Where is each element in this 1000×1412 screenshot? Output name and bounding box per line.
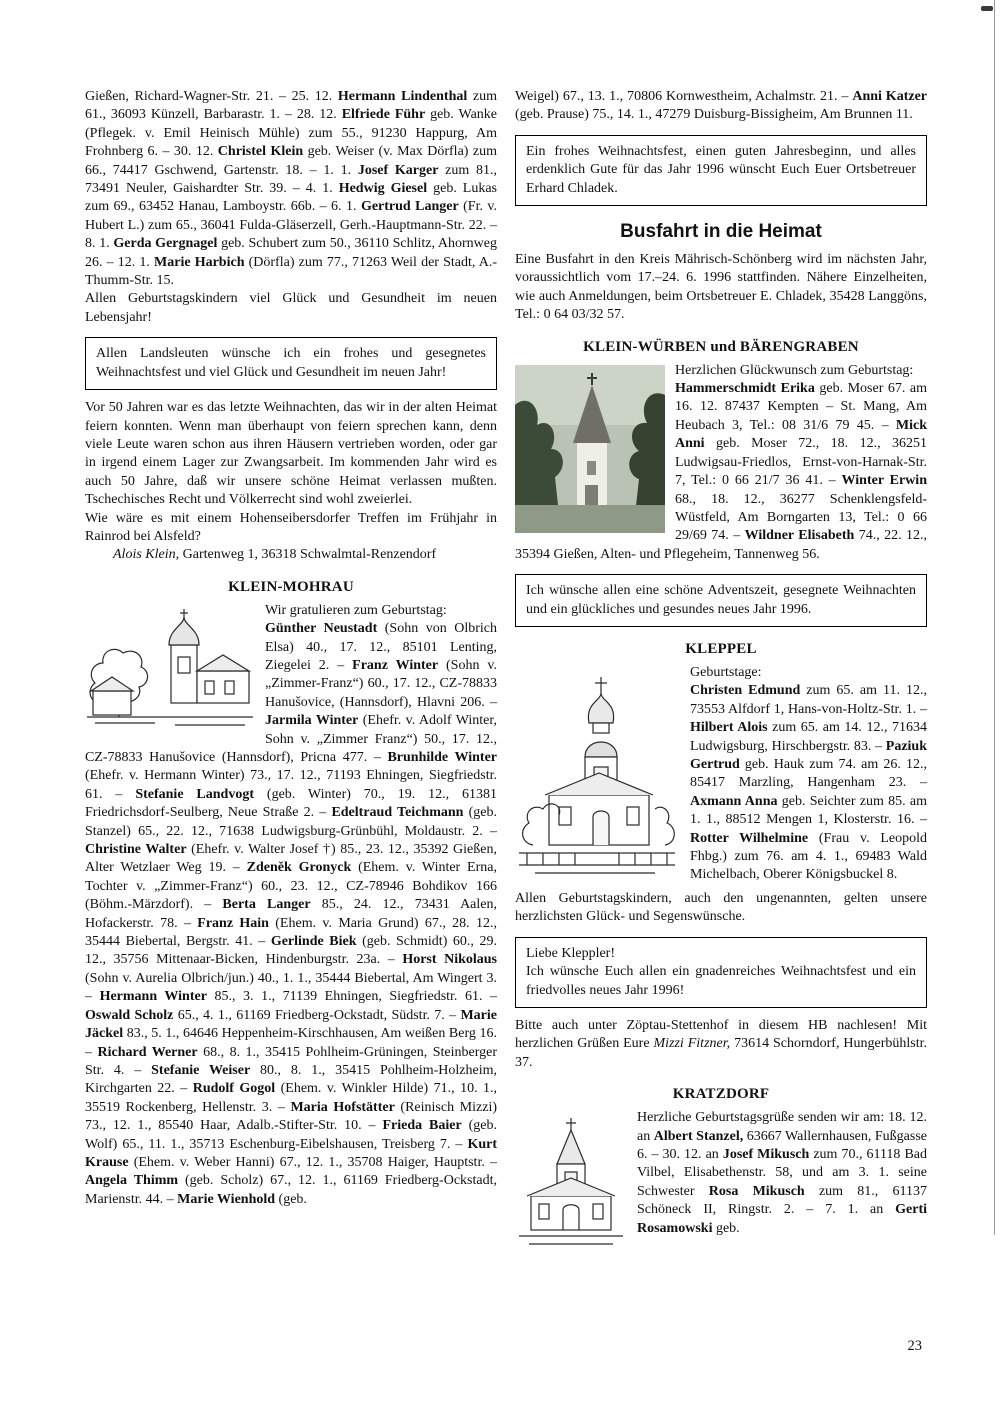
signature-line: Alois Klein, Gartenweg 1, 36318 Schwalmtal-Renzendorf bbox=[113, 547, 437, 563]
birthday-wish-line: Allen Geburtstagskindern viel Glück und Gesundheit im neuen Lebensjahr! bbox=[85, 291, 497, 325]
section-title-klein-mohrau: KLEIN-MOHRAU bbox=[228, 578, 354, 595]
greeting-box-advent bbox=[515, 574, 927, 627]
kleppel-chapel-illustration bbox=[515, 667, 680, 885]
section-title-klein-wuerben: KLEIN-WÜRBEN und BÄRENGRABEN bbox=[583, 338, 859, 355]
scan-speck-artifact bbox=[981, 6, 993, 11]
kleppel-outro: Allen Geburtstagskindern, auch den ungenannten, gelten unsere herzlichsten Glück- und Segenswünsche. bbox=[515, 890, 927, 925]
section-klein-wuerben bbox=[515, 362, 927, 564]
klein-mohrau-birthday-list: Günther Neustadt (Sohn von Olbrich Elsa) 40., 17. 12., 85101 Lenting, Ziegelei 2. – Franz Winter (Sohn v. „Zimmer-Franz“) 60., 17. 12., CZ-78833 Hanušovice, (Hannsdorf), Hlavni 206. – Jarmila Winter (Ehefr. v. Adolf Winter, Sohn v. „Zimmer Franz“) 50., 17. 12., CZ-78833 Hanušovice (Hannsdorf), Pricna 477. – Brunhilde Winter (Ehefr. v. Hermann Winter) 73., 17. 12., 71193 Ehningen, Siegfriedstr. 61. – Stefanie Landvogt (geb. Winter) 70., 19. 12., 61381 Friedrichsdorf-Seulberg, Neue Straße 2. – Edeltraud Teichmann (geb. Stanzel) 65., 22. 12., 71638 Ludwigsburg-Grünbühl, Moldaustr. 2. – Christine Walter (Ehefr. v. Walter Josef †) 85., 23. 12., 35392 Gießen, Alter Wetzlaer Weg 19. – Zdeněk Gronyck (Ehem. v. Winter Erna, Tochter v. „Zimmer-Franz“) 60., 23. 12., CZ-78946 Bohdikov 166 (Böhm.-Märzdorf). – Berta Langer 85., 24. 12., 73431 Aalen, Hofackerstr. 78. – Franz Hain (Ehem. v. Maria Grund) 67., 28. 12., 35444 Biebertal, Bergstr. 41. – Gerlinde Biek (geb. Schmidt) 60., 29. 12., 35756 Mittenaar-Bicken, Hindenburgstr. 23a. – Horst Nikolaus (Sohn v. Aurelia Olbrich/jun.) 40., 1. 1., 35444 Biebertal, Am Wingert 3. – Hermann Winter 85., 3. 1., 71139 Ehningen, Siegfriedstr. 61. – Oswald Scholz 65., 4. 1., 61169 Friedberg-Ockstadt, Südstr. 7. – Marie Jäckel 83., 5. 1., 64646 Heppenheim-Kirschhausen, Am weißen Berg 16. – Richard Werner 68., 8. 1., 35415 Pohlheim-Grüningen, Steinberger Str. 4. – Stefanie Weiser 80., 8. 1., 35415 Pohlheim-Holzheim, Kirchgarten 22. – Rudolf Gogol (Ehem. v. Winkler Hilde) 71., 10. 1., 35519 Rockenberg, Hellenstr. 3. – Maria Hofstätter (Reinisch Mizzi) 73., 12. 1., 85540 Haar, Adalb.-Stifter-Str. 10. – Frieda Baier (geb. Wolf) 65., 11. 1., 35713 Eschenburg-Eibelshausen, Treisberg 7. – Kurt Krause (Ehem. v. Weber Hanni) 67., 12. 1., 35708 Haiger, Hauptstr. – Angela Thimm (geb. Scholz) 67., 12. 1., 61169 Friedberg-Ockstadt, Marienstr. 44. – Marie Wienhold (geb. bbox=[85, 621, 498, 1207]
busfahrt-paragraph: Eine Busfahrt in den Kreis Mährisch-Schönberg wird im nächsten Jahr, voraussichtlich vom 17.–24. 6. 1996 stattfinden. Nähere Einzelheiten, wie auch Anmeldungen, beim Ortsbetreuer E. Chladek, 35428 Langgöns, Tel.: 0 64 03/32 57. bbox=[515, 252, 927, 323]
greeting-box-advent-text: Ich wünsche allen eine schöne Adventszeit, gesegnete Weihnachten und ein glückliches und gesundes neues Jahr 1996. bbox=[526, 583, 916, 617]
section-title-kleppel: KLEPPEL bbox=[685, 640, 757, 657]
greeting-box-landsleute bbox=[85, 337, 497, 390]
greeting-box-kleppler-line2: Ich wünsche Euch allen ein gnadenreiches Weihnachtsfest und ein friedvolles neues Jahr 1996! bbox=[526, 964, 916, 998]
treffen-paragraph: Wie wäre es mit einem Hohenseibersdorfer Treffen im Frühjahr in Rainrod bei Alsfeld? bbox=[85, 510, 497, 544]
greeting-box-chladek-text: Ein frohes Weihnachtsfest, einen guten Jahresbeginn, und alles erdenklich Gute für das Jahr 1996 wünscht Euch Euer Ortsbetreuer Erhard Chladek. bbox=[526, 143, 916, 196]
greeting-box-chladek bbox=[515, 135, 927, 206]
scan-edge-artifact bbox=[994, 0, 995, 1235]
greeting-box-kleppler-line1: Liebe Kleppler! bbox=[526, 945, 616, 961]
klein-mohrau-church-illustration bbox=[85, 605, 255, 735]
birthday-list-continued: Weigel) 67., 13. 1., 70806 Kornwestheim, Achalmstr. 21. – Anni Katzer (geb. Prause) 75., 14. 1., 47279 Duisburg-Bissigheim, Am Brunnen 11. bbox=[515, 89, 927, 123]
kleppel-birthday-list: Christen Edmund zum 65. am 11. 12., 73553 Alfdorf 1, Hans-von-Holtz-Str. 1. – Hilbert Alois zum 65. am 14. 12., 71634 Ludwigsburg, Hirschbergstr. 83. – Paziuk Gertrud geb. Hauk zum 74. am 26. 12., 85417 Marzling, Hangenham 23. – Axmann Anna geb. Seichter zum 85. am 1. 1., 88512 Mengen 1, Klosterstr. 16. – Rotter Wilhelmine (Frau v. Leopold Fhbg.) zum 76. am 4. 1., 69483 Wald Michelbach, Oberer Königsbuckel 8. bbox=[690, 683, 927, 883]
section-kleppel bbox=[515, 664, 927, 890]
section-title-kratzdorf: KRATZDORF bbox=[672, 1086, 770, 1103]
klein-wuerben-birthday-list: Hammerschmidt Erika geb. Moser 67. am 16. 12. 87437 Kempten – St. Mang, Am Heubach 3, Tel.: 08 31/6 79 45. – Mick Anni geb. Moser 72., 18. 12., 36251 Ludwigsau-Friedlos, Ernst-von-Harnak-Str. 7, Tel.: 0 66 21/7 36 41. – Winter Erwin 68., 18. 12., 36277 Schenklengsfeld-Wüstfeld, Am Borngarten 13, Tel.: 0 66 29/69 74. – Wildner Elisabeth 74., 22. 12., 35394 Gießen, Alten- und Pflegeheim, Tannenweg 56. bbox=[515, 381, 928, 562]
busfahrt-heading: Busfahrt in die Heimat bbox=[620, 221, 822, 243]
greeting-box-kleppler bbox=[515, 937, 927, 1008]
section-klein-mohrau bbox=[85, 602, 497, 1209]
left-column bbox=[85, 88, 497, 1259]
klein-wuerben-church-photo bbox=[515, 365, 665, 533]
kratzdorf-church-illustration bbox=[515, 1112, 627, 1254]
birthday-list-paragraph: Gießen, Richard-Wagner-Str. 21. – 25. 12. Hermann Lindenthal zum 61., 36093 Künzell, Barbarastr. 1. – 28. 12. Elfriede Führ geb. Wanke (Pflegek. v. Emil Heinisch Mühle) zum 55., 91230 Happurg, Am Frohnberg 6. – 30. 12. Christel Klein geb. Weiser (v. Max Dörfla) zum 66., 74417 Gschwend, Gartenstr. 18. – 1. 1. Josef Karger zum 81., 73491 Neuler, Gaishardter Str. 39. – 4. 1. Hedwig Giesel geb. Lukas zum 69., 63452 Hanau, Lamboystr. 66b. – 6. 1. Gertrud Langer (Fr. v. Hubert L.) zum 65., 36041 Fulda-Gläserzell, Gerh.-Hauptmann-Str. 22. – 8. 1. Gerda Gergnagel geb. Schubert zum 50., 36110 Schlitz, Ahornweg 26. – 12. 1. Marie Harbich (Dörfla) zum 77., 71263 Weil der Stadt, A.-Thumm-Str. 15. bbox=[85, 89, 498, 289]
memory-paragraph: Vor 50 Jahren war es das letzte Weihnachten, das wir in der alten Heimat feiern konnten. Wenn man überhaupt von feiern sprechen kann, denn viele Leute waren schon aus ihren Häusern vertrieben worden, oder gar in irgend einem Lager zur Zwangsarbeit. Im kommenden Jahr wird es auch 50 Jahre, daß wir unsere schöne Heimat verlassen mußten. Tschechisches Recht und Völkerrecht sind wohl zweierlei. bbox=[85, 400, 497, 508]
zoeptau-note: Bitte auch unter Zöptau-Stettenhof in diesem HB nachlesen! Mit herzlichen Grüßen Eure Mizzi Fitzner, 73614 Schorndorf, Hungerbühlstr. 37. bbox=[515, 1017, 927, 1070]
page-number: 23 bbox=[907, 1338, 922, 1354]
greeting-box-landsleute-text: Allen Landsleuten wünsche ich ein frohes und gesegnetes Weihnachtsfest und viel Glück und Gesundheit im neuen Jahr! bbox=[96, 346, 486, 380]
klein-mohrau-intro: Wir gratulieren zum Geburtstag: bbox=[265, 602, 447, 618]
klein-wuerben-intro: Herzlichen Glückwunsch zum Geburtstag: bbox=[675, 362, 914, 378]
right-column bbox=[515, 88, 927, 1259]
kratzdorf-birthday-list: Herzliche Geburtstagsgrüße senden wir am: 18. 12. an Albert Stanzel, 63667 Wallernhausen, Fußgasse 6. – 30. 12. an Josef Mikusch zum 70., 61118 Bad Vilbel, Elisabethenstr. 58, und am 3. 1. seine Schwester Rosa Mikusch zum 81., 61137 Schöneck II, Ringstr. 2. – 7. 1. an Gerti Rosamowski geb. bbox=[637, 1110, 927, 1236]
kleppel-intro: Geburtstage: bbox=[690, 664, 762, 680]
section-kratzdorf bbox=[515, 1109, 927, 1259]
